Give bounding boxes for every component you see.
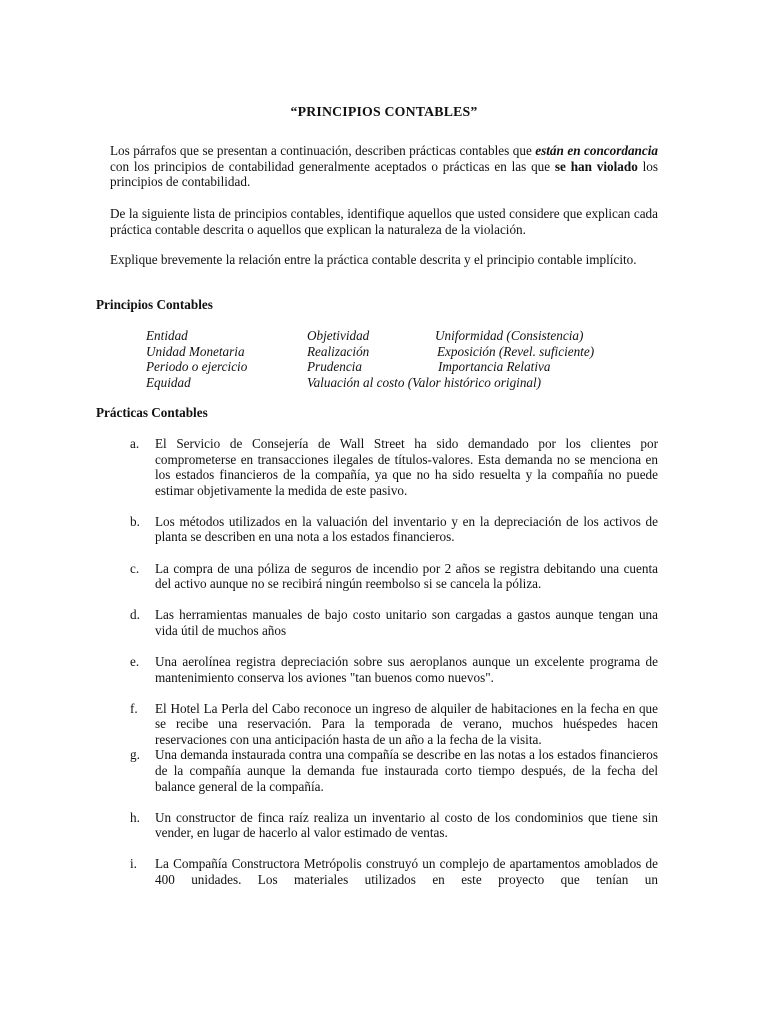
practice-item-e (130, 654, 658, 685)
practice-item-a (130, 436, 658, 498)
item-letter: a. (130, 436, 140, 451)
principle-objetividad: Objetividad (307, 328, 370, 343)
intro-paragraph-3: Explique brevemente la relación entre la práctica contable descrita y el principio contable implícito. (110, 252, 637, 267)
principle-entidad: Entidad (146, 328, 188, 343)
item-text: La Compañía Constructora Metrópolis construyó un complejo de apartamentos amoblados de 400 unidades. Los materiales utilizados en este proyecto que tenían un (155, 856, 658, 887)
item-letter: g. (130, 747, 140, 763)
principle-valuacion-costo: Valuación al costo (Valor histórico original) (307, 374, 542, 390)
page-title: “PRINCIPIOS CONTABLES” (290, 104, 478, 119)
item-letter: c. (130, 560, 140, 576)
practice-item-f (130, 701, 658, 748)
principle-equidad: Equidad (146, 374, 191, 390)
intro-paragraph-2: De la siguiente lista de principios contables, identifique aquellos que usted considere que explican cada práctica contable descrita o aquellos que explican la naturaleza de la violación. (110, 206, 658, 237)
item-text: La compra de una póliza de seguros de incendio por 2 años se registra debitando una cuenta del activo aunque no se recibirá ningún reembolso si se cancela la póliza. (155, 560, 658, 592)
item-text: El Servicio de Consejería de Wall Street ha sido demandado por los clientes por comprometerse en transacciones ilegales de títulos-valores. Esta demanda no se menciona en los estados financieros de la compañía, ya que no ha sido resuelta y la compañía no puede estimar objetivamente la medida de este pasivo. (155, 436, 658, 498)
item-text: Las herramientas manuales de bajo costo unitario son cargadas a gastos aunque tengan una vida útil de muchos años (155, 607, 658, 638)
principles-heading: Principios Contables (96, 297, 213, 312)
practice-item-i (130, 856, 658, 887)
item-letter: f. (130, 700, 138, 716)
practices-list (130, 436, 658, 888)
intro-paragraph-1 (110, 143, 658, 190)
intro-1-emphasis-violated: se han violado (554, 158, 638, 174)
principle-importancia-relativa: Importancia Relativa (438, 359, 551, 374)
practice-item-h (130, 810, 658, 841)
item-text: El Hotel La Perla del Cabo reconoce un ingreso de alquiler de habitaciones en la fecha en que se recibe una reservación. Para la temporada de verano, muchos huéspedes hacen reservaciones con una anticipación hasta de un año a la fecha de la visita. (155, 700, 658, 747)
intro-1-part-2: con los principios de contabilidad generalmente aceptados o prácticas en las que (110, 158, 555, 174)
item-letter: h. (130, 809, 140, 825)
practice-item-d (130, 607, 658, 638)
intro-1-part-3: los principios de contabilidad. (110, 158, 658, 190)
intro-1-part-1: Los párrafos que se presentan a continuación, describen prácticas contables que (110, 143, 536, 158)
item-text: Los métodos utilizados en la valuación del inventario y en la depreciación de los activos de planta se describen en una nota a los estados financieros. (155, 513, 658, 545)
practices-heading: Prácticas Contables (96, 405, 208, 420)
principle-uniformidad: Uniformidad (Consistencia) (435, 328, 584, 343)
item-text: Una demanda instaurada contra una compañía se describe en las notas a los estados financieros de la compañía aunque la demanda fue instaurada corto tiempo después, de la fecha del balance general de la compañía. (155, 747, 658, 794)
intro-1-emphasis-concordance: están en concordancia (535, 143, 658, 158)
practice-item-c (130, 561, 658, 592)
principle-unidad-monetaria: Unidad Monetaria (146, 343, 245, 359)
practice-item-g (130, 747, 658, 794)
item-text: Un constructor de finca raíz realiza un inventario al costo de los condominios que tiene sin vender, en lugar de hacerlo al valor estimado de ventas. (155, 809, 658, 841)
practice-item-b (130, 514, 658, 545)
item-letter: b. (130, 513, 140, 529)
principle-periodo: Periodo o ejercicio (146, 359, 248, 374)
principle-exposicion: Exposición (Revel. suficiente) (437, 343, 595, 359)
principle-prudencia: Prudencia (307, 359, 362, 374)
item-letter: d. (130, 607, 140, 623)
principle-realizacion: Realización (307, 343, 370, 359)
item-letter: i. (130, 856, 137, 872)
item-text: Una aerolínea registra depreciación sobre sus aeroplanos aunque un excelente programa de mantenimiento conserva los aviones "tan buenos como nuevos". (155, 653, 658, 685)
item-letter: e. (130, 653, 140, 669)
